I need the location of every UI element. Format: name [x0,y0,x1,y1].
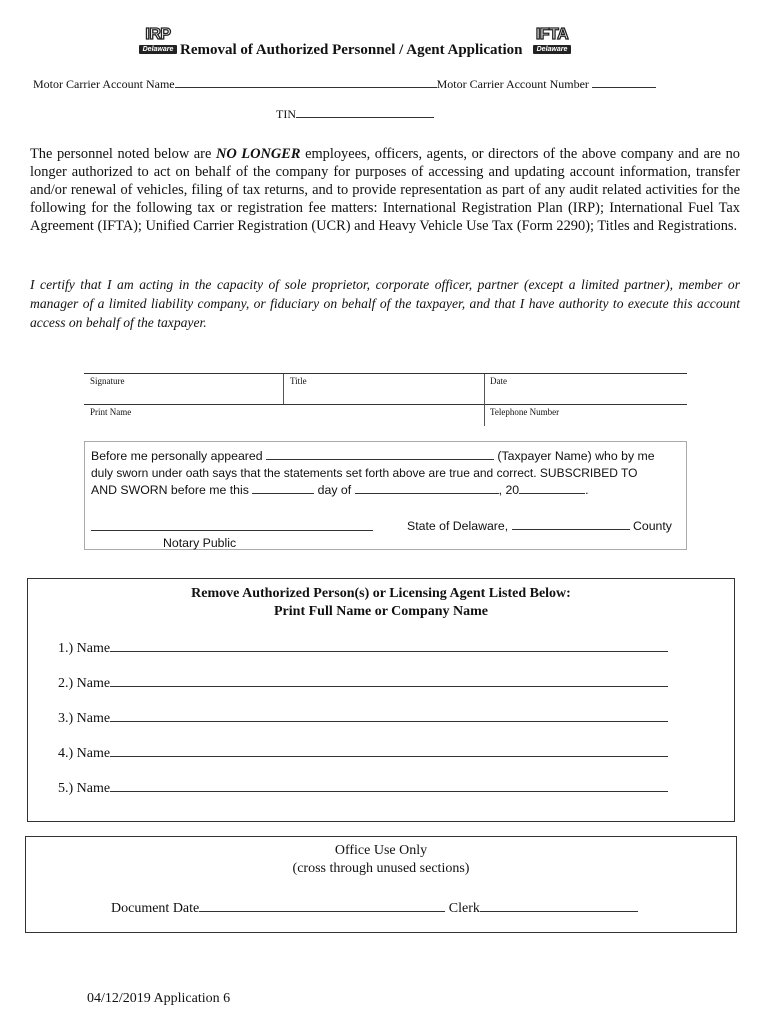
notary-state-line [407,518,687,535]
office-use-note: (cross through unused sections) [292,861,470,876]
divider [484,404,485,426]
notary-public-label: Notary Public [163,536,237,550]
ifta-logo [533,26,571,56]
tin-line [276,106,434,122]
name-label: 2.) Name [58,676,111,691]
account-line [33,76,656,92]
notary-text: County [629,519,672,533]
print-name-field[interactable]: Print Name [90,407,132,417]
notary-text: (Taxpayer Name) who by me [494,449,655,463]
statement-paragraph [30,145,740,235]
irp-logo [139,26,177,56]
account-number-field[interactable] [592,76,656,88]
date-field[interactable]: Date [490,376,507,386]
notary-text: AND SWORN before me this [91,483,253,497]
divider [484,374,485,404]
remove-personnel-box [27,578,735,822]
footer-version: 04/12/2019 Application 6 [87,991,231,1006]
county-field[interactable] [512,518,630,530]
office-use-heading: Office Use Only [334,843,428,858]
name-entry [58,638,668,657]
irp-logo-mark: IRP [145,26,171,43]
remove-title: Remove Authorized Person(s) or Licensing Agent Listed Below: [191,586,571,601]
name-field[interactable] [110,708,668,722]
title-field[interactable]: Title [290,376,307,386]
form-title: Removal of Authorized Personnel / Agent Application [180,42,523,58]
notary-text: day of [314,483,355,497]
name-label: 4.) Name [58,746,111,761]
notary-text: State of Delaware, [407,519,512,533]
ifta-logo-sub: Delaware [533,45,571,54]
statement-emphasis: NO LONGER [215,146,301,162]
statement-lead: The personnel noted below are [30,146,216,162]
notary-box [84,441,687,550]
name-entry [58,708,668,727]
notary-line-1 [91,448,681,465]
clerk-label: Clerk [448,901,480,916]
notary-text: , 20 [498,483,520,497]
account-name-label: Motor Carrier Account Name [33,77,175,91]
month-field[interactable] [355,482,499,494]
account-name-field[interactable] [175,76,437,88]
divider [283,374,284,404]
signature-field[interactable]: Signature [90,376,125,386]
signature-block [84,373,687,426]
office-use-box [25,836,737,933]
clerk-field[interactable] [480,898,638,912]
name-field[interactable] [110,673,668,687]
notary-text: Before me personally appeared [91,449,266,463]
ifta-logo-mark: IFTA [535,26,569,43]
name-field[interactable] [110,778,668,792]
name-label: 5.) Name [58,781,111,796]
account-number-label: Motor Carrier Account Number [436,77,589,91]
name-label: 1.) Name [58,641,111,656]
remove-subtitle: Print Full Name or Company Name [274,604,488,619]
telephone-field[interactable]: Telephone Number [490,407,560,417]
year-field[interactable] [519,482,585,494]
divider [84,404,687,405]
tin-field[interactable] [296,106,434,118]
name-entry [58,743,668,762]
tin-label: TIN [276,107,296,121]
name-entry [58,778,668,797]
taxpayer-name-field[interactable] [266,448,494,460]
document-date-field[interactable] [199,898,445,912]
name-field[interactable] [110,743,668,757]
name-entry [58,673,668,692]
name-field[interactable] [110,638,668,652]
office-fields [111,898,638,917]
notary-signature-line[interactable] [91,530,373,531]
notary-line-2: duly sworn under oath says that the statements set forth above are true and correct. SUBSCRIBED TO [91,466,638,480]
certification-paragraph: I certify that I am acting in the capacity of sole proprietor, corporate officer, partner (except a limited partner), member or manager of a limited liability company, or fiduciary on behalf of the taxpayer, and that I have authority to execute this account access on behalf of the taxpayer. [30,277,740,330]
document-date-label: Document Date [111,901,200,916]
name-label: 3.) Name [58,711,111,726]
day-field[interactable] [252,482,314,494]
notary-text: . [585,483,589,497]
notary-line-3 [91,482,681,499]
irp-logo-sub: Delaware [139,45,177,54]
statement-body: employees, officers, agents, or directors of the above company and are no longer authorized to act on behalf of the company for purposes of accessing and updating account information, transfer and/or renewal of vehicles, filing of tax returns, and to provide representation as part of any audit related activities for the following for the following tax or registration fee matters: International Registration Plan (IRP); International Fuel Tax Agreement (IFTA); Unified Carrier Registration (UCR) and Heavy Vehicle Use Tax (Form 2290); Titles and Registrations. [30,146,740,234]
